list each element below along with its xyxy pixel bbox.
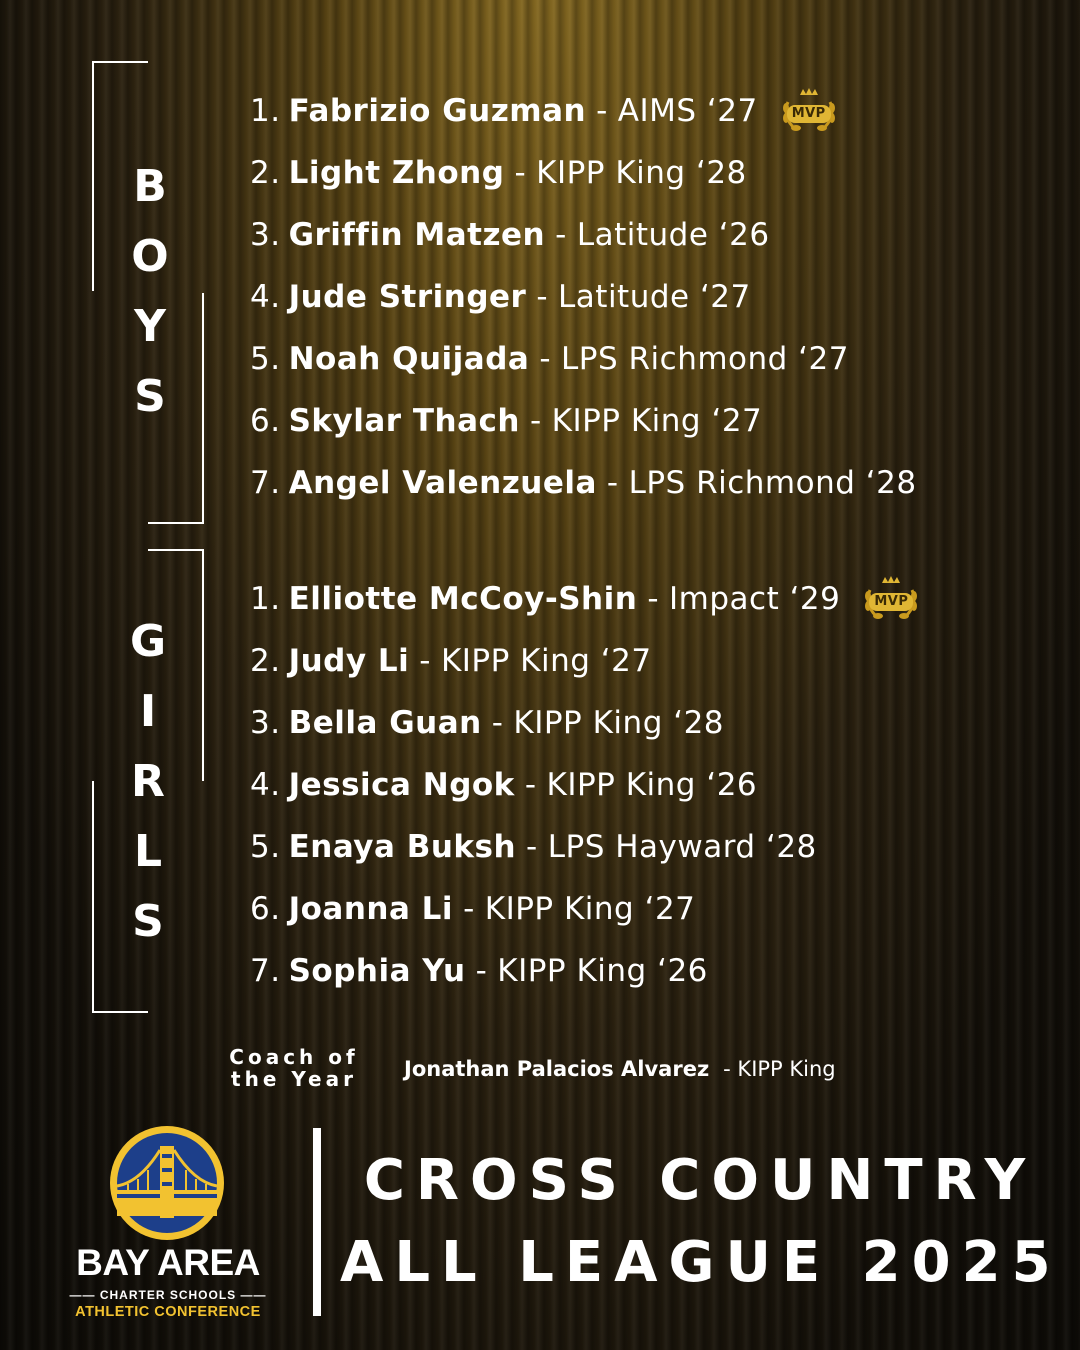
coach-label-line1: Coach of xyxy=(229,1045,359,1069)
entry-school: LPS Richmond ‘27 xyxy=(561,341,849,377)
mvp-badge xyxy=(776,86,842,136)
girls-letter: R xyxy=(131,756,165,807)
girls-entry xyxy=(250,754,924,816)
boys-letter: Y xyxy=(134,301,166,352)
boys-bracket-top xyxy=(92,61,148,63)
logo-subtitle: —— CHARTER SCHOOLS —— xyxy=(69,1288,267,1302)
headline-line1: CROSS COUNTRY xyxy=(363,1148,1037,1213)
boys-letter: B xyxy=(133,161,167,212)
boys-entry xyxy=(250,328,917,390)
entry-name: Jude Stringer xyxy=(288,279,527,315)
boys-label xyxy=(120,152,180,432)
boys-letter: S xyxy=(134,371,166,422)
coach-of-year xyxy=(404,1054,836,1084)
girls-bracket-left xyxy=(92,781,94,1013)
girls-entry xyxy=(250,630,924,692)
boys-bracket-right xyxy=(202,293,204,524)
coach-of-year-label xyxy=(224,1046,364,1090)
girls-entry xyxy=(250,878,924,940)
girls-bracket-right xyxy=(202,549,204,781)
entry-rank: 1. xyxy=(250,581,281,617)
entry-school: KIPP King ‘27 xyxy=(484,891,696,927)
boys-entry xyxy=(250,80,917,142)
entry-rank: 4. xyxy=(250,767,281,803)
entry-school: KIPP King ‘26 xyxy=(546,767,758,803)
entry-rank: 1. xyxy=(250,93,281,129)
entry-school: KIPP King ‘27 xyxy=(440,643,652,679)
coach-label-line2: the Year xyxy=(231,1067,357,1091)
entry-separator: - xyxy=(463,891,475,927)
entry-rank: 5. xyxy=(250,829,281,865)
entry-separator: - xyxy=(524,767,537,803)
coach-name: Jonathan Palacios Alvarez xyxy=(404,1057,710,1081)
logo-subtitle2: ATHLETIC CONFERENCE xyxy=(75,1304,261,1320)
boys-entry xyxy=(250,452,917,514)
coach-school: - KIPP King xyxy=(723,1057,836,1081)
boys-roster xyxy=(250,80,917,514)
entry-name: Judy Li xyxy=(288,643,410,679)
entry-school: LPS Hayward ‘28 xyxy=(547,829,817,865)
entry-rank: 7. xyxy=(250,465,281,501)
entry-separator: - xyxy=(555,217,567,253)
mvp-label: MVP xyxy=(869,593,913,611)
entry-name: Jessica Ngok xyxy=(288,767,515,803)
entry-separator: - xyxy=(596,93,608,129)
boys-entry xyxy=(250,142,917,204)
boys-entry xyxy=(250,390,917,452)
girls-letter: S xyxy=(132,896,164,947)
girls-letter: I xyxy=(139,686,157,737)
entry-separator: - xyxy=(536,279,549,315)
entry-separator: - xyxy=(647,581,660,617)
entry-separator: - xyxy=(475,953,488,989)
entry-name: Enaya Buksh xyxy=(288,829,517,865)
girls-letter: G xyxy=(129,616,167,667)
headline-line2: ALL LEAGUE 2025 xyxy=(340,1230,1062,1295)
entry-school: LPS Richmond ‘28 xyxy=(628,465,917,501)
girls-bracket-top xyxy=(148,549,204,551)
entry-separator: - xyxy=(529,403,542,439)
entry-name: Joanna Li xyxy=(288,891,454,927)
entry-rank: 3. xyxy=(250,705,281,741)
girls-entry xyxy=(250,816,924,878)
girls-roster xyxy=(250,568,924,1002)
entry-rank: 6. xyxy=(250,891,281,927)
girls-entry xyxy=(250,692,924,754)
entry-name: Angel Valenzuela xyxy=(288,465,597,501)
girls-bracket-bottom xyxy=(92,1011,148,1013)
entry-separator: - xyxy=(514,155,527,191)
entry-separator: - xyxy=(419,643,431,679)
girls-letter: L xyxy=(133,826,163,877)
entry-separator: - xyxy=(526,829,538,865)
entry-name: Elliotte McCoy-Shin xyxy=(288,581,638,617)
entry-school: KIPP King ‘28 xyxy=(536,155,747,191)
entry-name: Light Zhong xyxy=(288,155,505,191)
entry-name: Sophia Yu xyxy=(288,953,466,989)
mvp-badge xyxy=(858,574,924,624)
entry-name: Griffin Matzen xyxy=(288,217,546,253)
entry-school: Latitude ‘26 xyxy=(576,217,770,253)
entry-school: AIMS ‘27 xyxy=(617,93,758,129)
entry-school: KIPP King ‘28 xyxy=(513,705,725,741)
boys-bracket-left xyxy=(92,61,94,291)
girls-entry xyxy=(250,568,924,630)
entry-separator: - xyxy=(539,341,551,377)
entry-rank: 4. xyxy=(250,279,281,315)
boys-entry xyxy=(250,266,917,328)
entry-school: KIPP King ‘27 xyxy=(551,403,763,439)
boys-letter: O xyxy=(131,231,169,282)
golden-gate-bridge-icon xyxy=(50,1124,286,1242)
entry-school: Latitude ‘27 xyxy=(558,279,751,315)
girls-entry xyxy=(250,940,924,1002)
mvp-label: MVP xyxy=(787,105,831,123)
entry-rank: 6. xyxy=(250,403,281,439)
entry-separator: - xyxy=(606,465,619,501)
boys-entry xyxy=(250,204,917,266)
entry-rank: 5. xyxy=(250,341,281,377)
entry-rank: 2. xyxy=(250,643,281,679)
entry-rank: 7. xyxy=(250,953,281,989)
boys-bracket-bottom xyxy=(148,522,204,524)
entry-school: KIPP King ‘26 xyxy=(497,953,708,989)
entry-name: Bella Guan xyxy=(288,705,482,741)
entry-separator: - xyxy=(491,705,504,741)
entry-name: Noah Quijada xyxy=(288,341,530,377)
entry-school: Impact ‘29 xyxy=(669,581,841,617)
logo-divider xyxy=(313,1128,321,1316)
logo-title: BAY AREA xyxy=(76,1242,260,1283)
entry-name: Fabrizio Guzman xyxy=(288,93,587,129)
entry-rank: 3. xyxy=(250,217,281,253)
girls-label xyxy=(118,607,178,957)
entry-name: Skylar Thach xyxy=(288,403,520,439)
conference-logo xyxy=(50,1124,286,1320)
entry-rank: 2. xyxy=(250,155,281,191)
logo-subtitle-text: CHARTER SCHOOLS xyxy=(99,1288,237,1302)
